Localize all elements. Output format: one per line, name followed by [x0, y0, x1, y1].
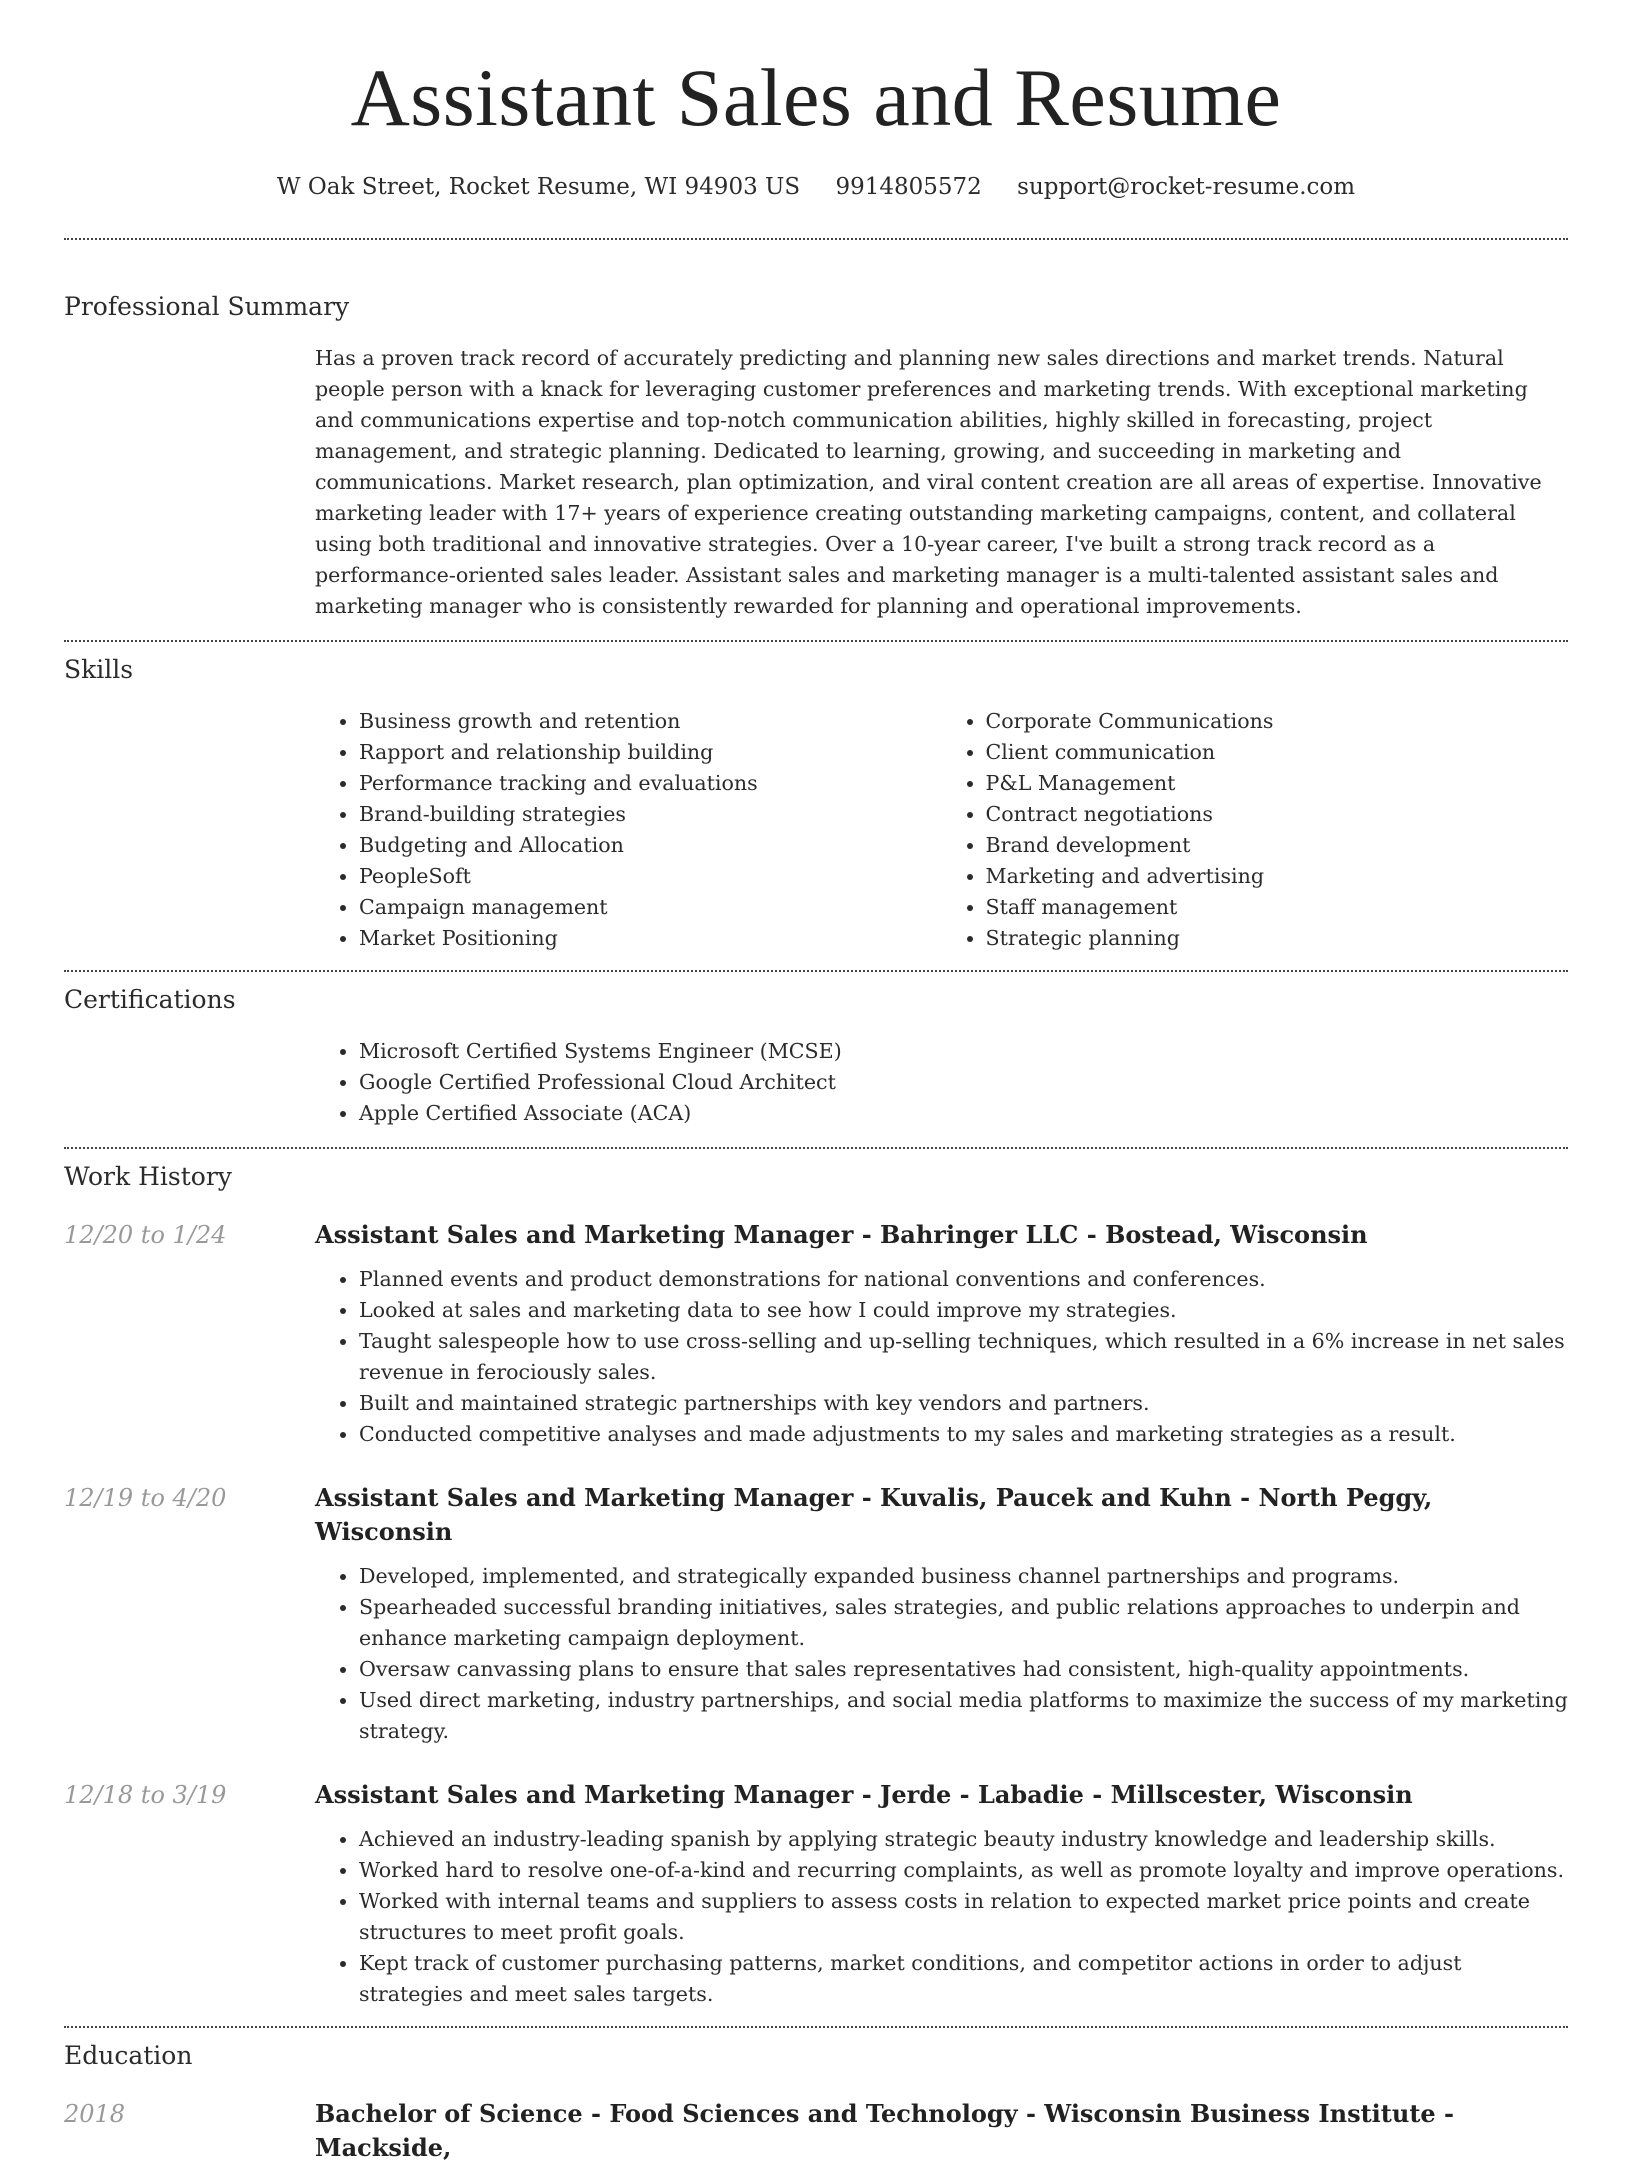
- list-item: • Spearheaded successful branding initiatives, sales strategies, and public relations approaches to underpin and enhance marketing campaign deployment.: [359, 1592, 1568, 1654]
- job-heading: Assistant Sales and Marketing Manager - Kuvalis, Paucek and Kuhn - North Peggy, Wisconsin: [315, 1483, 1433, 1546]
- list-item: • Oversaw canvassing plans to ensure that sales representatives had consistent, high-quality appointments.: [359, 1654, 1568, 1685]
- certifications-section: [64, 972, 1568, 1129]
- job-dates: 12/20 to 1/24: [64, 1221, 227, 1249]
- list-item: • Looked at sales and marketing data to see how I could improve my strategies.: [359, 1295, 1568, 1326]
- list-item: • Contract negotiations: [986, 799, 1569, 830]
- contact-address: W Oak Street, Rocket Resume, WI 94903 US: [276, 174, 801, 200]
- list-item: • Budgeting and Allocation: [359, 830, 942, 861]
- education-section: [64, 2028, 1568, 2165]
- contact-phone: 9914805572: [835, 174, 982, 200]
- work-history-heading: Work History: [64, 1162, 232, 1191]
- contact-line: [64, 172, 1568, 202]
- list-item: • Brand-building strategies: [359, 799, 942, 830]
- job-heading: Assistant Sales and Marketing Manager - Jerde - Labadie - Millscester, Wisconsin: [315, 1780, 1413, 1809]
- skills-heading: Skills: [64, 655, 134, 684]
- job-bullets: [315, 1824, 1568, 2010]
- job-entry: [64, 1481, 1568, 1747]
- job-heading: Assistant Sales and Marketing Manager - Bahringer LLC - Bostead, Wisconsin: [315, 1220, 1368, 1249]
- list-item: • Achieved an industry-leading spanish by applying strategic beauty industry knowledge and leadership skills.: [359, 1824, 1568, 1855]
- job-dates: 12/18 to 3/19: [64, 1781, 227, 1809]
- skills-section: [64, 642, 1568, 954]
- list-item: • Taught salespeople how to use cross-selling and up-selling techniques, which resulted in a 6% increase in net sales revenue in ferociously sales.: [359, 1326, 1568, 1388]
- list-item: • Google Certified Professional Cloud Architect: [359, 1067, 1568, 1098]
- list-item: • Business growth and retention: [359, 706, 942, 737]
- list-item: • Campaign management: [359, 892, 942, 923]
- list-item: • Client communication: [986, 737, 1569, 768]
- list-item: • Used direct marketing, industry partnerships, and social media platforms to maximize the success of my marketing strategy.: [359, 1685, 1568, 1747]
- summary-text: Has a proven track record of accurately predicting and planning new sales directions and market trends. Natural people person with a knack for leveraging customer preferences and marketing trends. With exceptional marketing and communications expertise and top-notch communication abilities, highly skilled in forecasting, project management, and strategic planning. Dedicated to learning, growing, and succeeding in marketing and communications. Market research, plan optimization, and viral content creation are all areas of expertise. Innovative marketing leader with 17+ years of experience creating outstanding marketing campaigns, content, and collateral using both traditional and innovative strategies. Over a 10-year career, I've built a strong track record as a performance-oriented sales leader. Assistant sales and marketing manager is a multi-talented assistant sales and marketing manager who is consistently rewarded for planning and operational improvements.: [315, 346, 1542, 618]
- list-item: • Staff management: [986, 892, 1569, 923]
- work-history-section: [64, 1149, 1568, 2010]
- education-entry: [64, 2097, 1568, 2165]
- list-item: • Rapport and relationship building: [359, 737, 942, 768]
- job-entry: [64, 1218, 1568, 1450]
- job-entry: [64, 1778, 1568, 2010]
- list-item: • Apple Certified Associate (ACA): [359, 1098, 1568, 1129]
- education-year: 2018: [64, 2100, 126, 2128]
- certifications-heading: Certifications: [64, 985, 236, 1014]
- list-item: • Marketing and advertising: [986, 861, 1569, 892]
- resume-title: Assistant Sales and Resume: [350, 52, 1282, 143]
- list-item: • Developed, implemented, and strategically expanded business channel partnerships and programs.: [359, 1561, 1568, 1592]
- education-heading: Education: [64, 2041, 193, 2070]
- list-item: • Worked with internal teams and suppliers to assess costs in relation to expected market price points and create structures to meet profit goals.: [359, 1886, 1568, 1948]
- list-item: • Corporate Communications: [986, 706, 1569, 737]
- certifications-list: [315, 1036, 1568, 1129]
- job-bullets: [315, 1561, 1568, 1747]
- list-item: • Built and maintained strategic partnerships with key vendors and partners.: [359, 1388, 1568, 1419]
- list-item: • PeopleSoft: [359, 861, 942, 892]
- skills-list-left: [315, 706, 942, 954]
- list-item: • Conducted competitive analyses and made adjustments to my sales and marketing strategies as a result.: [359, 1419, 1568, 1450]
- job-dates: 12/19 to 4/20: [64, 1484, 227, 1512]
- list-item: • Kept track of customer purchasing patterns, market conditions, and competitor actions in order to adjust strategies and meet sales targets.: [359, 1948, 1568, 2010]
- education-heading-line: Bachelor of Science - Food Sciences and Technology - Wisconsin Business Institute - Mackside,: [315, 2099, 1455, 2162]
- skills-list-right: [942, 706, 1569, 954]
- summary-heading: Professional Summary: [64, 292, 350, 321]
- list-item: • Worked hard to resolve one-of-a-kind and recurring complaints, as well as promote loyalty and improve operations.: [359, 1855, 1568, 1886]
- list-item: • Planned events and product demonstrations for national conventions and conferences.: [359, 1264, 1568, 1295]
- list-item: • Strategic planning: [986, 923, 1569, 954]
- list-item: • Market Positioning: [359, 923, 942, 954]
- list-item: • Microsoft Certified Systems Engineer (MCSE): [359, 1036, 1568, 1067]
- resume-page: [64, 0, 1568, 2165]
- job-bullets: [315, 1264, 1568, 1450]
- list-item: • Performance tracking and evaluations: [359, 768, 942, 799]
- summary-section: [64, 240, 1568, 622]
- list-item: • P&L Management: [986, 768, 1569, 799]
- contact-email: support@rocket-resume.com: [1017, 174, 1356, 200]
- list-item: • Brand development: [986, 830, 1569, 861]
